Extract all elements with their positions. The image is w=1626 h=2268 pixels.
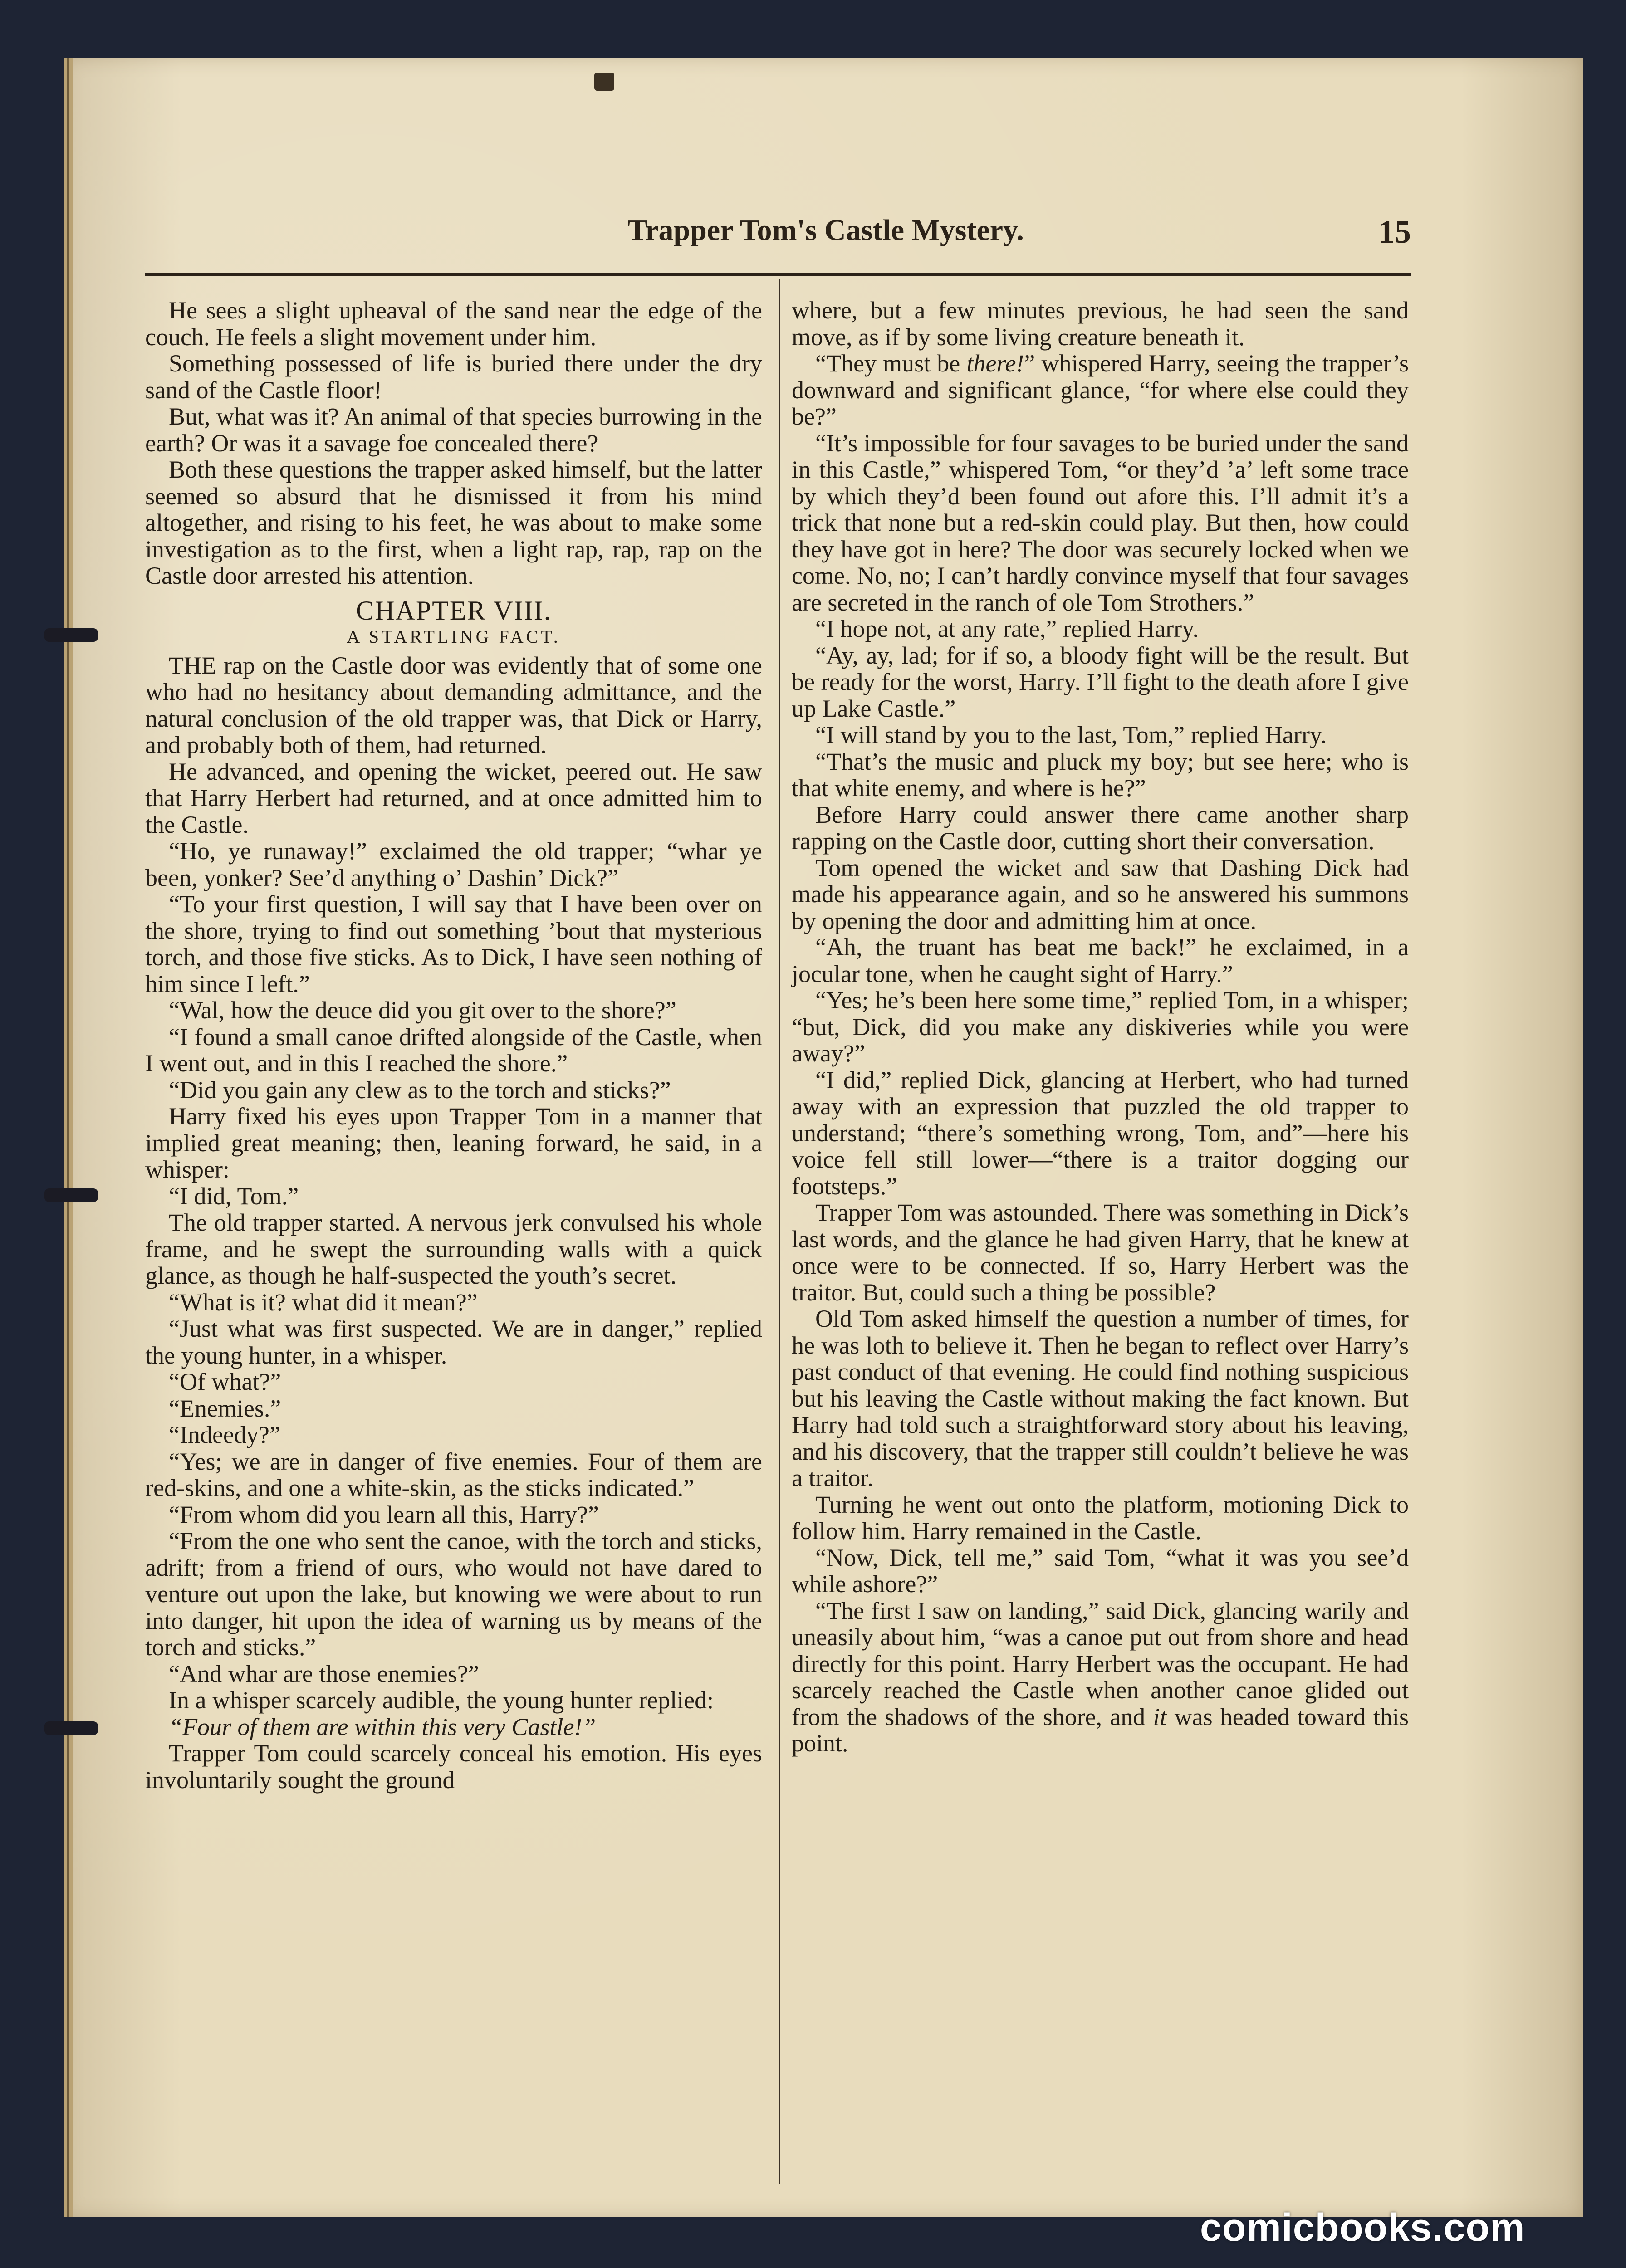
text-run: ” whispered Harry, seeing the trapper’s downward and significant glance, “for where else could they be?”: [792, 350, 1409, 430]
paragraph: He advanced, and opening the wicket, peered out. He saw that Harry Herbert had returned, and at once admitted him to the Castle.: [145, 758, 762, 838]
paragraph: “I found a small canoe drifted alongside of the Castle, when I went out, and in this I reached the shore.”: [145, 1023, 762, 1077]
paragraph: “Ho, ye runaway!” exclaimed the old trapper; “whar ye been, yonker? See’d anything o’ Dashin’ Dick?”: [145, 837, 762, 891]
paragraph: [792, 1598, 1409, 1757]
running-title: Trapper Tom's Castle Mystery.: [627, 214, 1024, 247]
paragraph: The old trapper started. A nervous jerk convulsed his whole frame, and he swept the surrounding walls with a quick glance, as though he half-suspected the youth’s secret.: [145, 1209, 762, 1289]
paragraph: [792, 350, 1409, 430]
paragraph: “Did you gain any clew as to the torch and sticks?”: [169, 1076, 671, 1104]
page-number: 15: [1378, 214, 1411, 250]
paragraph: “Of what?”: [169, 1368, 281, 1395]
paragraph-continued: where, but a few minutes previous, he had seen the sand move, as if by some living creature beneath it.: [792, 297, 1409, 351]
paragraph: “Yes; we are in danger of five enemies. Four of them are red-skins, and one a white-skin, as the sticks indicated.”: [145, 1447, 762, 1501]
text-run-italic: it: [1153, 1703, 1167, 1730]
paragraph: Both these questions the trapper asked himself, but the latter seemed so absurd that he dismissed it from his mind altogether, and rising to his feet, he was about to make some investigation as to the first, when a light rap, rap, rap on the Castle door arrested his attention.: [145, 456, 762, 589]
chapter-title: CHAPTER VIII.: [356, 595, 552, 626]
gutter-line: [67, 58, 69, 2217]
binding-stitch: [44, 1188, 98, 1202]
paragraph: Old Tom asked himself the question a number of times, for he was loth to believe it. Then he began to reflect over Harry’s past conduct of that evening. He could find nothing suspicious but his leaving the Castle without making the fact known. But Harry had told such a straightforward story about his leaving, and his discovery, that the trapper still couldn’t believe he was a traitor.: [792, 1305, 1409, 1491]
text-run: was headed toward this point.: [792, 1703, 1409, 1757]
paragraph: “From the one who sent the canoe, with the torch and sticks, adrift; from a friend of ours, who would not have dared to venture out upon the lake, but knowing we were about to run into danger, hit upon the idea of warning us by means of the torch and sticks.”: [145, 1527, 762, 1661]
paragraph: “To your first question, I will say that I have been over on the shore, trying to find out something ’bout that mysterious torch, and those five sticks. As to Dick, I have seen nothing of him since I left.”: [145, 890, 762, 997]
paragraph: Before Harry could answer there came another sharp rapping on the Castle door, cutting short their conversation.: [792, 801, 1409, 855]
ink-mark: [594, 73, 614, 91]
paragraph: In a whisper scarcely audible, the young hunter replied:: [169, 1686, 714, 1714]
paragraph: Turning he went out onto the platform, motioning Dick to follow him. Harry remained in the Castle.: [792, 1491, 1409, 1545]
paragraph: He sees a slight upheaval of the sand near the edge of the couch. He feels a slight movement under him.: [145, 297, 762, 351]
left-column: [145, 297, 762, 1793]
paragraph: “Ay, ay, lad; for if so, a bloody fight will be the result. But be ready for the worst, Harry. I’ll fight to the death afore I give up Lake Castle.”: [792, 641, 1409, 722]
paragraph: But, what was it? An animal of that species burrowing in the earth? Or was it a savage foe concealed there?: [145, 403, 762, 457]
paragraph: “I did, Tom.”: [169, 1182, 299, 1210]
paragraph: Tom opened the wicket and saw that Dashing Dick had made his appearance again, and so he answered his summons by opening the door and admitting him at once.: [792, 854, 1409, 934]
binding-stitch: [44, 628, 98, 642]
right-column: [792, 297, 1409, 1757]
paragraph: “From whom did you learn all this, Harry?”: [169, 1501, 599, 1528]
paragraph-italic: “Four of them are within this very Castle!”: [169, 1713, 596, 1740]
paragraph: “Just what was first suspected. We are in danger,” replied the young hunter, in a whisper.: [145, 1315, 762, 1369]
binding-stitch: [44, 1721, 98, 1735]
paragraph: “Ah, the truant has beat me back!” he exclaimed, in a jocular tone, when he caught sight of Harry.”: [792, 934, 1409, 987]
text-run: “The first I saw on landing,” said Dick, glancing warily and uneasily about him, “was a canoe put out from shore and head directly for this point. Harry Herbert was the occupant. He had scarcely reached the Castle when another canoe glided out from the shadows of the shore, and: [792, 1597, 1409, 1730]
paragraph: Trapper Tom could scarcely conceal his emotion. His eyes involuntarily sought the ground: [145, 1740, 762, 1794]
paragraph: “It’s impossible for four savages to be buried under the sand in this Castle,” whispered Tom, “or they’d ’a’ left some trace by which they’d been found out afore this. I’ll admit it’s a trick that none but a red-skin could play. But then, how could they have got in here? The door was securely locked when we come. No, no; I can’t hardly convince myself that four savages are secreted in the ranch of ole Tom Strothers.”: [792, 429, 1409, 616]
paragraph: “Wal, how the deuce did you git over to the shore?”: [169, 997, 676, 1024]
paragraph: “What is it? what did it mean?”: [169, 1288, 478, 1316]
page-header: [145, 213, 1411, 259]
paragraph: Harry fixed his eyes upon Trapper Tom in a manner that implied great meaning; then, leaning forward, he said, in a whisper:: [145, 1103, 762, 1183]
paragraph: “Indeedy?”: [169, 1421, 280, 1448]
paragraph: “Yes; he’s been here some time,” replied Tom, in a whisper; “but, Dick, did you make any diskiveries while you were away?”: [792, 987, 1409, 1067]
paragraph: “And whar are those enemies?”: [169, 1660, 479, 1687]
paragraph: Something possessed of life is buried there under the dry sand of the Castle floor!: [145, 350, 762, 404]
chapter-subtitle: A STARTLING FACT.: [347, 626, 561, 647]
paragraph: “That’s the music and pluck my boy; but see here; who is that white enemy, and where is he?”: [792, 748, 1409, 802]
paragraph: Trapper Tom was astounded. There was something in Dick’s last words, and the glance he had given Harry, that he knew at once were to be connected. If so, Harry Herbert was the traitor. But, could such a thing be possible?: [792, 1199, 1409, 1306]
text-run: “They must be: [815, 350, 967, 377]
column-divider: [779, 279, 780, 2184]
paragraph: “I hope not, at any rate,” replied Harry.: [815, 615, 1199, 642]
paragraph: “Enemies.”: [169, 1394, 281, 1422]
paragraph: “I did,” replied Dick, glancing at Herbert, who had turned away with an expression that puzzled the old trapper to understand; “there’s something wrong, Tom, and”—here his voice fell still lower—“there is a traitor dogging our footsteps.”: [792, 1066, 1409, 1200]
paragraph: “I will stand by you to the last, Tom,” replied Harry.: [815, 721, 1327, 748]
paragraph: THE rap on the Castle door was evidently that of some one who had no hesitancy about demanding admittance, and the natural conclusion of the old trapper was, that Dick or Harry, and probably both of them, had returned.: [145, 651, 762, 758]
header-rule: [145, 273, 1411, 276]
text-run-italic: there!: [966, 350, 1024, 377]
paragraph: “Now, Dick, tell me,” said Tom, “what it was you see’d while ashore?”: [792, 1544, 1409, 1598]
watermark: comicbooks.com: [1200, 2206, 1525, 2249]
